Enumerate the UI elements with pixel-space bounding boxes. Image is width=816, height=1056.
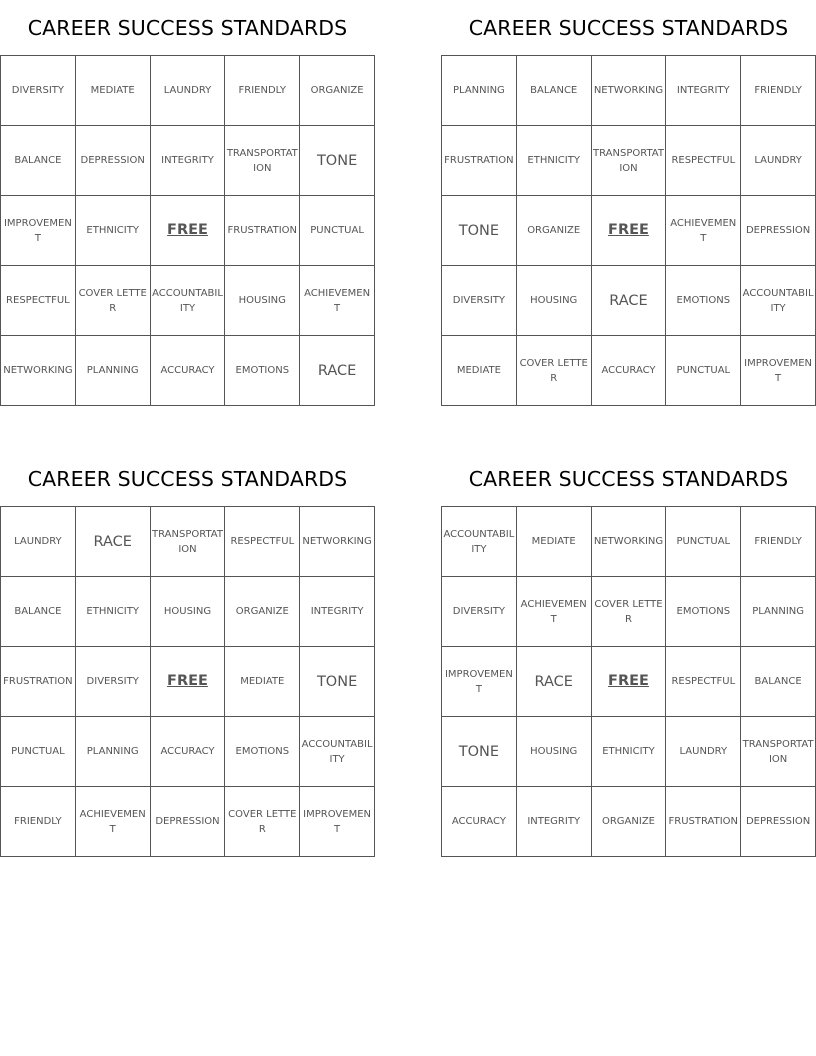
grid-cell: DEPRESSION [741, 787, 816, 857]
free-space: FREE [150, 647, 225, 717]
grid-cell: TONE [300, 647, 375, 717]
grid-cell: DIVERSITY [1, 56, 76, 126]
grid-cell: MEDIATE [75, 56, 150, 126]
grid-cell: IMPROVEMENT [1, 196, 76, 266]
grid-cell: DEPRESSION [741, 196, 816, 266]
grid-cell: ORGANIZE [591, 787, 666, 857]
grid-row [442, 56, 816, 126]
grid-cell: INTEGRITY [666, 56, 741, 126]
grid-cell: ACCURACY [150, 336, 225, 406]
bingo-grid [441, 55, 816, 406]
grid-cell: LAUNDRY [150, 56, 225, 126]
card-title: CAREER SUCCESS STANDARDS [468, 16, 789, 40]
grid-cell: LAUNDRY [741, 126, 816, 196]
bingo-card-2 [441, 0, 816, 406]
grid-cell: ORGANIZE [516, 196, 591, 266]
grid-cell: EMOTIONS [225, 717, 300, 787]
grid-row [442, 196, 816, 266]
grid-cell: INTEGRITY [516, 787, 591, 857]
grid-cell: RACE [75, 507, 150, 577]
grid-row [442, 507, 816, 577]
grid-cell: ACHIEVEMENT [666, 196, 741, 266]
grid-cell: IMPROVEMENT [442, 647, 517, 717]
grid-cell: LAUNDRY [666, 717, 741, 787]
grid-cell: TONE [442, 717, 517, 787]
grid-cell: ACCOUNTABILITY [442, 507, 517, 577]
grid-cell: RACE [516, 647, 591, 717]
grid-cell: IMPROVEMENT [741, 336, 816, 406]
grid-cell: NETWORKING [591, 56, 666, 126]
grid-cell: ETHNICITY [75, 577, 150, 647]
grid-row [1, 196, 375, 266]
grid-row [442, 266, 816, 336]
card-title: CAREER SUCCESS STANDARDS [27, 16, 348, 40]
grid-cell: FRIENDLY [1, 787, 76, 857]
bingo-grid [441, 506, 816, 857]
grid-cell: ACHIEVEMENT [75, 787, 150, 857]
grid-row [442, 647, 816, 717]
grid-cell: ACCOUNTABILITY [150, 266, 225, 336]
grid-cell: MEDIATE [225, 647, 300, 717]
grid-cell: INTEGRITY [150, 126, 225, 196]
grid-row [1, 787, 375, 857]
grid-row [442, 126, 816, 196]
grid-cell: FRIENDLY [741, 56, 816, 126]
grid-cell: RESPECTFUL [1, 266, 76, 336]
grid-cell: ORGANIZE [225, 577, 300, 647]
grid-cell: PLANNING [75, 336, 150, 406]
grid-row [442, 787, 816, 857]
grid-row [442, 577, 816, 647]
grid-cell: MEDIATE [516, 507, 591, 577]
grid-cell: RACE [591, 266, 666, 336]
grid-cell: TONE [442, 196, 517, 266]
grid-cell: TONE [300, 126, 375, 196]
grid-cell: TRANSPORTATION [591, 126, 666, 196]
grid-cell: RESPECTFUL [666, 126, 741, 196]
grid-cell: COVER LETTER [225, 787, 300, 857]
grid-cell: DEPRESSION [75, 126, 150, 196]
grid-row [1, 647, 375, 717]
grid-row [1, 577, 375, 647]
grid-cell: HOUSING [150, 577, 225, 647]
grid-row [442, 717, 816, 787]
grid-row [1, 126, 375, 196]
grid-cell: COVER LETTER [75, 266, 150, 336]
grid-cell: PUNCTUAL [666, 507, 741, 577]
grid-cell: FRUSTRATION [225, 196, 300, 266]
grid-row [1, 507, 375, 577]
grid-cell: FRIENDLY [225, 56, 300, 126]
grid-row [1, 717, 375, 787]
grid-row [1, 336, 375, 406]
grid-cell: ACCOUNTABILITY [300, 717, 375, 787]
grid-cell: FRUSTRATION [666, 787, 741, 857]
grid-cell: RESPECTFUL [666, 647, 741, 717]
grid-row [1, 266, 375, 336]
grid-cell: EMOTIONS [225, 336, 300, 406]
grid-cell: PUNCTUAL [1, 717, 76, 787]
grid-cell: RESPECTFUL [225, 507, 300, 577]
grid-cell: ACCURACY [591, 336, 666, 406]
bingo-card-3 [0, 451, 375, 857]
grid-cell: TRANSPORTATION [741, 717, 816, 787]
grid-cell: HOUSING [516, 717, 591, 787]
grid-cell: ACCURACY [442, 787, 517, 857]
grid-cell: BALANCE [1, 126, 76, 196]
grid-cell: ETHNICITY [516, 126, 591, 196]
grid-row [1, 56, 375, 126]
grid-cell: HOUSING [516, 266, 591, 336]
bingo-grid [0, 55, 375, 406]
grid-cell: PLANNING [75, 717, 150, 787]
grid-cell: EMOTIONS [666, 266, 741, 336]
grid-cell: COVER LETTER [591, 577, 666, 647]
grid-cell: ETHNICITY [591, 717, 666, 787]
bingo-grid [0, 506, 375, 857]
grid-cell: DIVERSITY [442, 577, 517, 647]
card-title: CAREER SUCCESS STANDARDS [27, 467, 348, 491]
grid-cell: MEDIATE [442, 336, 517, 406]
grid-cell: PLANNING [442, 56, 517, 126]
grid-cell: LAUNDRY [1, 507, 76, 577]
free-space: FREE [150, 196, 225, 266]
grid-cell: EMOTIONS [666, 577, 741, 647]
free-space: FREE [591, 647, 666, 717]
card-title: CAREER SUCCESS STANDARDS [468, 467, 789, 491]
grid-cell: ACCOUNTABILITY [741, 266, 816, 336]
grid-cell: PUNCTUAL [300, 196, 375, 266]
grid-cell: PUNCTUAL [666, 336, 741, 406]
grid-cell: NETWORKING [591, 507, 666, 577]
grid-cell: BALANCE [1, 577, 76, 647]
grid-cell: BALANCE [516, 56, 591, 126]
free-space: FREE [591, 196, 666, 266]
grid-cell: ACHIEVEMENT [516, 577, 591, 647]
grid-cell: PLANNING [741, 577, 816, 647]
grid-cell: ORGANIZE [300, 56, 375, 126]
grid-row [442, 336, 816, 406]
grid-cell: FRUSTRATION [442, 126, 517, 196]
grid-cell: TRANSPORTATION [225, 126, 300, 196]
grid-cell: FRUSTRATION [1, 647, 76, 717]
grid-cell: DIVERSITY [442, 266, 517, 336]
grid-cell: TRANSPORTATION [150, 507, 225, 577]
grid-cell: INTEGRITY [300, 577, 375, 647]
grid-cell: NETWORKING [1, 336, 76, 406]
grid-cell: NETWORKING [300, 507, 375, 577]
grid-cell: RACE [300, 336, 375, 406]
grid-cell: BALANCE [741, 647, 816, 717]
grid-cell: ACCURACY [150, 717, 225, 787]
grid-cell: DIVERSITY [75, 647, 150, 717]
grid-cell: DEPRESSION [150, 787, 225, 857]
grid-cell: ACHIEVEMENT [300, 266, 375, 336]
bingo-card-1 [0, 0, 375, 406]
bingo-card-4 [441, 451, 816, 857]
grid-cell: FRIENDLY [741, 507, 816, 577]
grid-cell: COVER LETTER [516, 336, 591, 406]
grid-cell: ETHNICITY [75, 196, 150, 266]
grid-cell: IMPROVEMENT [300, 787, 375, 857]
grid-cell: HOUSING [225, 266, 300, 336]
